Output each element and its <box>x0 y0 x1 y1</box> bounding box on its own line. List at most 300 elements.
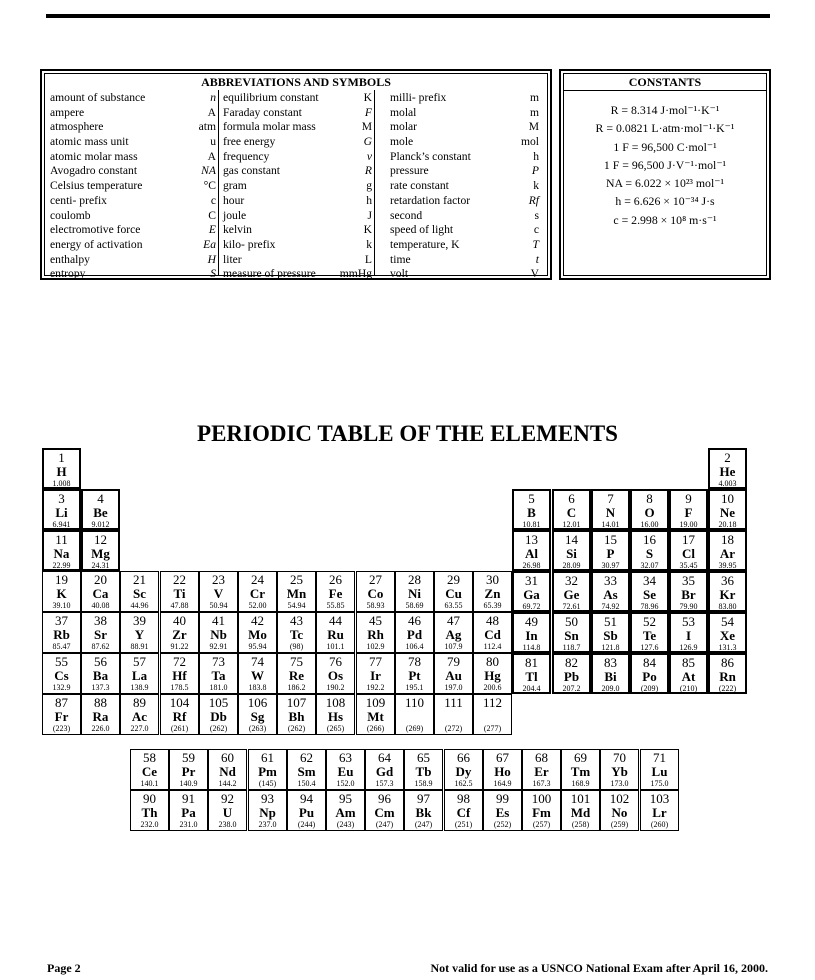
abbreviation-name: mole <box>390 135 414 149</box>
element-cell-dy <box>444 749 483 790</box>
atomic-mass: 52.00 <box>248 601 267 610</box>
element-cell-ag <box>434 612 473 653</box>
abbreviation-symbol: k <box>533 179 539 193</box>
element-symbol: Nd <box>219 764 236 779</box>
element-symbol: Mo <box>248 627 267 642</box>
constant-line: R = 0.0821 L·atm·mol⁻¹·K⁻¹ <box>595 121 735 136</box>
element-cell-ca <box>81 571 120 612</box>
element-symbol: Au <box>445 668 462 683</box>
atomic-mass: 24.31 <box>91 561 110 570</box>
atomic-mass: (262) <box>209 724 228 733</box>
element-cell-111 <box>434 694 473 735</box>
abbreviation-symbol: G <box>363 135 372 149</box>
element-symbol: Ni <box>408 586 421 601</box>
atomic-number: 3 <box>58 491 65 506</box>
atomic-mass: 79.90 <box>679 602 698 611</box>
element-symbol: Er <box>534 764 549 779</box>
element-symbol: Cm <box>374 805 395 820</box>
atomic-mass: 197.0 <box>444 683 463 692</box>
element-symbol: Rh <box>367 627 384 642</box>
element-cell-md <box>561 790 600 831</box>
abbreviation-row <box>48 209 218 224</box>
atomic-mass: 195.1 <box>405 683 424 692</box>
element-symbol: Dy <box>455 764 472 779</box>
element-symbol: Am <box>335 805 356 820</box>
abbreviations-title: ABBREVIATIONS AND SYMBOLS <box>201 75 391 89</box>
atomic-number: 66 <box>457 750 470 765</box>
atomic-number: 77 <box>369 654 382 669</box>
element-symbol: Sb <box>603 628 618 643</box>
atomic-number: 1 <box>58 450 65 465</box>
element-symbol: Po <box>642 669 657 684</box>
atomic-mass: 158.9 <box>414 779 433 788</box>
abbreviation-name: measure of pressure <box>223 267 316 281</box>
abbreviation-name: volt <box>390 267 409 281</box>
atomic-mass: 50.94 <box>209 601 228 610</box>
atomic-mass: 12.01 <box>562 520 581 529</box>
atomic-mass: (252) <box>493 820 512 829</box>
element-symbol: Cl <box>682 546 695 561</box>
abbreviation-symbol: K <box>363 223 372 237</box>
atomic-number: 52 <box>643 614 656 629</box>
element-cell-as <box>591 571 630 612</box>
page-number: Page 2 <box>47 961 81 975</box>
atomic-number: 92 <box>221 791 234 806</box>
element-cell-te <box>630 612 669 653</box>
element-symbol: Rn <box>719 669 736 684</box>
abbreviation-row <box>48 179 218 194</box>
element-cell-ta <box>199 653 238 694</box>
element-symbol: Ce <box>141 764 158 779</box>
abbreviation-row <box>221 253 374 268</box>
atomic-number: 96 <box>378 791 391 806</box>
element-cell-sm <box>287 749 326 790</box>
element-cell-s <box>630 530 669 571</box>
element-symbol: S <box>645 546 654 561</box>
element-cell-b <box>512 489 551 530</box>
atomic-mass: 44.96 <box>130 601 149 610</box>
element-cell-sg <box>238 694 277 735</box>
atomic-mass: 237.0 <box>258 820 277 829</box>
element-cell-pt <box>395 653 434 694</box>
element-cell-po <box>630 653 669 694</box>
atomic-mass: 190.2 <box>326 683 345 692</box>
atomic-number: 2 <box>724 450 731 465</box>
atomic-number: 15 <box>604 532 617 547</box>
abbreviation-symbol: K <box>363 91 372 104</box>
element-cell-w <box>238 653 277 694</box>
element-cell-v <box>199 571 238 612</box>
atomic-number: 78 <box>408 654 421 669</box>
abbreviation-symbol: C <box>208 208 216 222</box>
abbreviation-name: atomic mass unit <box>50 135 129 149</box>
atomic-mass: 112.4 <box>483 642 502 651</box>
atomic-mass: (98) <box>289 642 304 651</box>
atomic-mass: 58.93 <box>366 601 385 610</box>
atomic-number: 86 <box>721 655 734 670</box>
element-symbol: Xe <box>719 628 736 643</box>
element-symbol: Sg <box>250 709 265 724</box>
atomic-number: 33 <box>604 573 617 588</box>
element-cell-ra <box>81 694 120 735</box>
element-cell-ar <box>708 530 747 571</box>
abbreviation-symbol: u <box>210 135 216 149</box>
abbreviation-name: amount of substance <box>50 91 146 104</box>
atomic-number: 110 <box>404 695 425 710</box>
element-cell-zn <box>473 571 512 612</box>
atomic-number: 101 <box>570 791 591 806</box>
atomic-number: 23 <box>212 572 225 587</box>
abbreviation-name: rate constant <box>390 179 449 193</box>
element-cell-lu <box>640 749 679 790</box>
constant-line: NA = 6.022 × 10²³ mol⁻¹ <box>606 176 724 191</box>
element-cell-be <box>81 489 120 530</box>
atomic-number: 16 <box>643 532 656 547</box>
atomic-number: 45 <box>369 613 382 628</box>
element-cell-k <box>42 571 81 612</box>
element-symbol: Zn <box>484 586 501 601</box>
element-cell-no <box>600 790 639 831</box>
element-cell-cl <box>669 530 708 571</box>
abbreviation-row <box>388 223 541 238</box>
atomic-mass: 164.9 <box>493 779 512 788</box>
atomic-number: 36 <box>721 573 734 588</box>
abbreviation-row <box>48 223 218 238</box>
atomic-number: 105 <box>208 695 229 710</box>
abbreviation-row <box>221 194 374 209</box>
element-symbol: Mt <box>367 709 384 724</box>
abbreviation-symbol: Rf <box>528 193 539 207</box>
atomic-mass: 209.0 <box>601 684 620 693</box>
element-cell-os <box>316 653 355 694</box>
atomic-mass: 232.0 <box>140 820 159 829</box>
atomic-number: 84 <box>643 655 656 670</box>
abbreviation-symbol: g <box>366 179 372 193</box>
atomic-number: 85 <box>682 655 695 670</box>
abbreviation-name: equilibrium constant <box>223 91 319 104</box>
atomic-number: 99 <box>496 791 509 806</box>
abbreviation-name: Celsius temperature <box>50 179 143 193</box>
element-cell-hs <box>316 694 355 735</box>
atomic-mass: 181.0 <box>209 683 228 692</box>
atomic-mass: (259) <box>610 820 629 829</box>
abbreviation-row <box>221 223 374 238</box>
element-symbol: Yb <box>611 764 628 779</box>
abbreviation-name: time <box>390 252 411 266</box>
atomic-mass: 40.08 <box>91 601 110 610</box>
abbreviation-row <box>388 106 541 121</box>
element-cell-rb <box>42 612 81 653</box>
atomic-number: 13 <box>525 532 538 547</box>
element-symbol: Hf <box>172 668 187 683</box>
atomic-number: 26 <box>329 572 342 587</box>
element-symbol: Pt <box>408 668 421 683</box>
atomic-number: 31 <box>525 573 538 588</box>
element-symbol: Db <box>210 709 227 724</box>
element-cell-er <box>522 749 561 790</box>
abbreviation-symbol: °C <box>203 179 216 193</box>
element-symbol: Hg <box>484 668 501 683</box>
element-cell-lr <box>640 790 679 831</box>
element-symbol: O <box>644 505 655 520</box>
element-symbol: Md <box>570 805 591 820</box>
abbreviation-row <box>48 120 218 135</box>
atomic-number: 58 <box>143 750 156 765</box>
atomic-mass: 137.3 <box>91 683 110 692</box>
abbreviation-name: formula molar mass <box>223 120 316 134</box>
element-symbol: In <box>525 628 538 643</box>
atomic-mass: (251) <box>454 820 473 829</box>
abbreviation-symbol: L <box>364 252 372 266</box>
abbreviation-name: free energy <box>223 135 276 149</box>
atomic-number: 93 <box>261 791 274 806</box>
element-cell-bk <box>404 790 443 831</box>
element-symbol: B <box>527 505 536 520</box>
element-symbol: Zr <box>172 627 187 642</box>
abbreviations-box <box>40 69 552 280</box>
abbreviation-name: gas constant <box>223 164 280 178</box>
atomic-number: 41 <box>212 613 225 628</box>
atomic-mass: 175.0 <box>650 779 669 788</box>
element-symbol: Cr <box>249 586 266 601</box>
element-symbol: At <box>681 669 696 684</box>
element-symbol: Lr <box>652 805 667 820</box>
atomic-number: 19 <box>55 572 68 587</box>
atomic-number: 53 <box>682 614 695 629</box>
atomic-mass: 20.18 <box>718 520 737 529</box>
abbreviation-row <box>221 135 374 150</box>
atomic-number: 38 <box>94 613 107 628</box>
element-cell-tc <box>277 612 316 653</box>
abbreviation-name: ampere <box>50 105 85 119</box>
element-symbol: Th <box>141 805 158 820</box>
element-cell-he <box>708 448 747 489</box>
atomic-number: 28 <box>408 572 421 587</box>
abbreviation-row <box>48 253 218 268</box>
element-symbol: He <box>719 464 736 479</box>
atomic-mass: 69.72 <box>522 602 541 611</box>
element-cell-ir <box>356 653 395 694</box>
abbreviation-symbol: h <box>366 193 372 207</box>
atomic-mass: 152.0 <box>336 779 355 788</box>
abbreviation-row <box>48 135 218 150</box>
atomic-mass: (269) <box>405 724 424 733</box>
atomic-mass: 140.1 <box>140 779 159 788</box>
element-cell-rn <box>708 653 747 694</box>
element-cell-pu <box>287 790 326 831</box>
atomic-number: 69 <box>574 750 587 765</box>
atomic-number: 59 <box>182 750 195 765</box>
atomic-mass: 186.2 <box>287 683 306 692</box>
atomic-mass: (223) <box>52 724 71 733</box>
abbreviation-name: retardation factor <box>390 193 471 207</box>
atomic-number: 72 <box>173 654 186 669</box>
atomic-mass: 127.6 <box>640 643 659 652</box>
element-cell-fm <box>522 790 561 831</box>
element-cell-y <box>120 612 159 653</box>
element-symbol: As <box>603 587 618 602</box>
abbreviation-row <box>48 267 218 282</box>
atomic-number: 75 <box>290 654 303 669</box>
abbreviation-name: gram <box>223 179 247 193</box>
abbreviation-name: milli- prefix <box>390 91 447 104</box>
element-cell-db <box>199 694 238 735</box>
element-symbol: Ra <box>92 709 109 724</box>
atomic-number: 57 <box>133 654 146 669</box>
element-cell-ni <box>395 571 434 612</box>
element-cell-li <box>42 489 81 530</box>
atomic-mass: (262) <box>287 724 306 733</box>
atomic-number: 56 <box>94 654 107 669</box>
element-symbol: Ru <box>327 627 344 642</box>
atomic-number: 94 <box>300 791 313 806</box>
atomic-number: 61 <box>261 750 274 765</box>
atomic-number: 102 <box>609 791 630 806</box>
element-cell-bi <box>591 653 630 694</box>
atomic-number: 46 <box>408 613 421 628</box>
element-symbol: Si <box>566 546 577 561</box>
abbreviation-name: hour <box>223 193 245 207</box>
element-cell-sn <box>552 612 591 653</box>
atomic-number: 63 <box>339 750 352 765</box>
atomic-number: 30 <box>486 572 499 587</box>
abbreviation-symbol: J <box>367 208 372 222</box>
atomic-number: 43 <box>290 613 303 628</box>
element-cell-mg <box>81 530 120 571</box>
atomic-number: 76 <box>329 654 342 669</box>
atomic-mass: (272) <box>444 724 463 733</box>
abbreviation-name: Faraday constant <box>223 105 302 119</box>
constants-title: CONSTANTS <box>628 75 702 89</box>
element-cell-ru <box>316 612 355 653</box>
element-cell-ba <box>81 653 120 694</box>
abbreviation-row <box>388 135 541 150</box>
atomic-mass: 118.7 <box>562 643 581 652</box>
atomic-mass: 55.85 <box>326 601 345 610</box>
abbreviation-row <box>221 120 374 135</box>
abbreviation-name: atomic molar mass <box>50 149 138 163</box>
abbreviation-name: enthalpy <box>50 252 90 266</box>
element-cell-cm <box>365 790 404 831</box>
element-cell-ne <box>708 489 747 530</box>
element-symbol: Se <box>643 587 656 602</box>
element-cell-sc <box>120 571 159 612</box>
element-symbol: Sm <box>297 764 316 779</box>
atomic-number: 32 <box>565 573 578 588</box>
abbreviation-name: kilo- prefix <box>223 237 276 251</box>
element-symbol: Fe <box>328 586 343 601</box>
abbreviation-symbol: mmHg <box>339 267 372 281</box>
atomic-number: 37 <box>55 613 68 628</box>
atomic-number: 21 <box>133 572 146 587</box>
abbreviation-name: coulomb <box>50 208 91 222</box>
element-symbol: K <box>56 586 67 601</box>
atomic-mass: 19.00 <box>679 520 698 529</box>
atomic-number: 17 <box>682 532 695 547</box>
atomic-number: 65 <box>417 750 430 765</box>
atomic-mass: 192.2 <box>366 683 385 692</box>
atomic-mass: 26.98 <box>522 561 541 570</box>
element-cell-112 <box>473 694 512 735</box>
atomic-number: 79 <box>447 654 460 669</box>
atomic-number: 47 <box>447 613 460 628</box>
abbreviation-symbol: R <box>364 164 372 178</box>
constants-list <box>564 101 766 229</box>
element-cell-al <box>512 530 551 571</box>
abbreviation-symbol: H <box>207 252 216 266</box>
element-symbol: Cs <box>54 668 69 683</box>
element-cell-tm <box>561 749 600 790</box>
atomic-mass: (247) <box>414 820 433 829</box>
element-symbol: No <box>611 805 628 820</box>
atomic-mass: 35.45 <box>679 561 698 570</box>
atomic-mass: (243) <box>336 820 355 829</box>
abbreviation-symbol: S <box>210 267 216 281</box>
atomic-mass: 102.9 <box>366 642 385 651</box>
element-cell-p <box>591 530 630 571</box>
abbreviation-row <box>48 194 218 209</box>
atomic-mass: 54.94 <box>287 601 306 610</box>
element-symbol: Pr <box>181 764 196 779</box>
atomic-mass: (247) <box>375 820 394 829</box>
column-divider <box>374 90 375 275</box>
column-divider <box>218 90 219 275</box>
abbreviation-name: Avogadro constant <box>50 164 138 178</box>
abbreviation-name: joule <box>223 208 247 222</box>
atomic-number: 98 <box>457 791 470 806</box>
element-cell-th <box>130 790 169 831</box>
abbreviation-row <box>48 150 218 165</box>
abbreviation-name: speed of light <box>390 223 454 237</box>
element-symbol: Pm <box>258 764 277 779</box>
element-cell-mo <box>238 612 277 653</box>
atomic-mass: (277) <box>483 724 502 733</box>
atomic-number: 5 <box>528 491 535 506</box>
atomic-mass: 227.0 <box>130 724 149 733</box>
atomic-mass: 39.10 <box>52 601 71 610</box>
atomic-mass: 207.2 <box>562 684 581 693</box>
element-cell-zr <box>160 612 199 653</box>
element-symbol: Br <box>681 587 696 602</box>
abbreviation-symbol: NA <box>201 164 216 178</box>
element-cell-tl <box>512 653 551 694</box>
atomic-number: 81 <box>525 655 538 670</box>
element-symbol: F <box>684 505 693 520</box>
atomic-mass: 238.0 <box>218 820 237 829</box>
atomic-mass: 167.3 <box>532 779 551 788</box>
atomic-number: 71 <box>653 750 666 765</box>
element-symbol: Ge <box>563 587 580 602</box>
element-cell-si <box>552 530 591 571</box>
atomic-number: 90 <box>143 791 156 806</box>
element-symbol: Lu <box>651 764 668 779</box>
abbreviation-symbol: P <box>531 164 539 178</box>
abbreviation-row <box>221 267 374 282</box>
element-cell-au <box>434 653 473 694</box>
abbreviation-name: temperature, K <box>390 237 460 251</box>
abbreviation-row <box>388 179 541 194</box>
element-symbol: Rf <box>172 709 187 724</box>
atomic-mass: 88.91 <box>130 642 149 651</box>
atomic-number: 108 <box>325 695 346 710</box>
abbreviation-name: electromotive force <box>50 223 141 237</box>
atomic-mass: 10.81 <box>522 520 541 529</box>
atomic-mass: 231.0 <box>179 820 198 829</box>
element-symbol: Nb <box>210 627 227 642</box>
abbreviations-column-2 <box>221 91 374 282</box>
atomic-number: 9 <box>685 491 692 506</box>
abbreviation-row <box>388 120 541 135</box>
